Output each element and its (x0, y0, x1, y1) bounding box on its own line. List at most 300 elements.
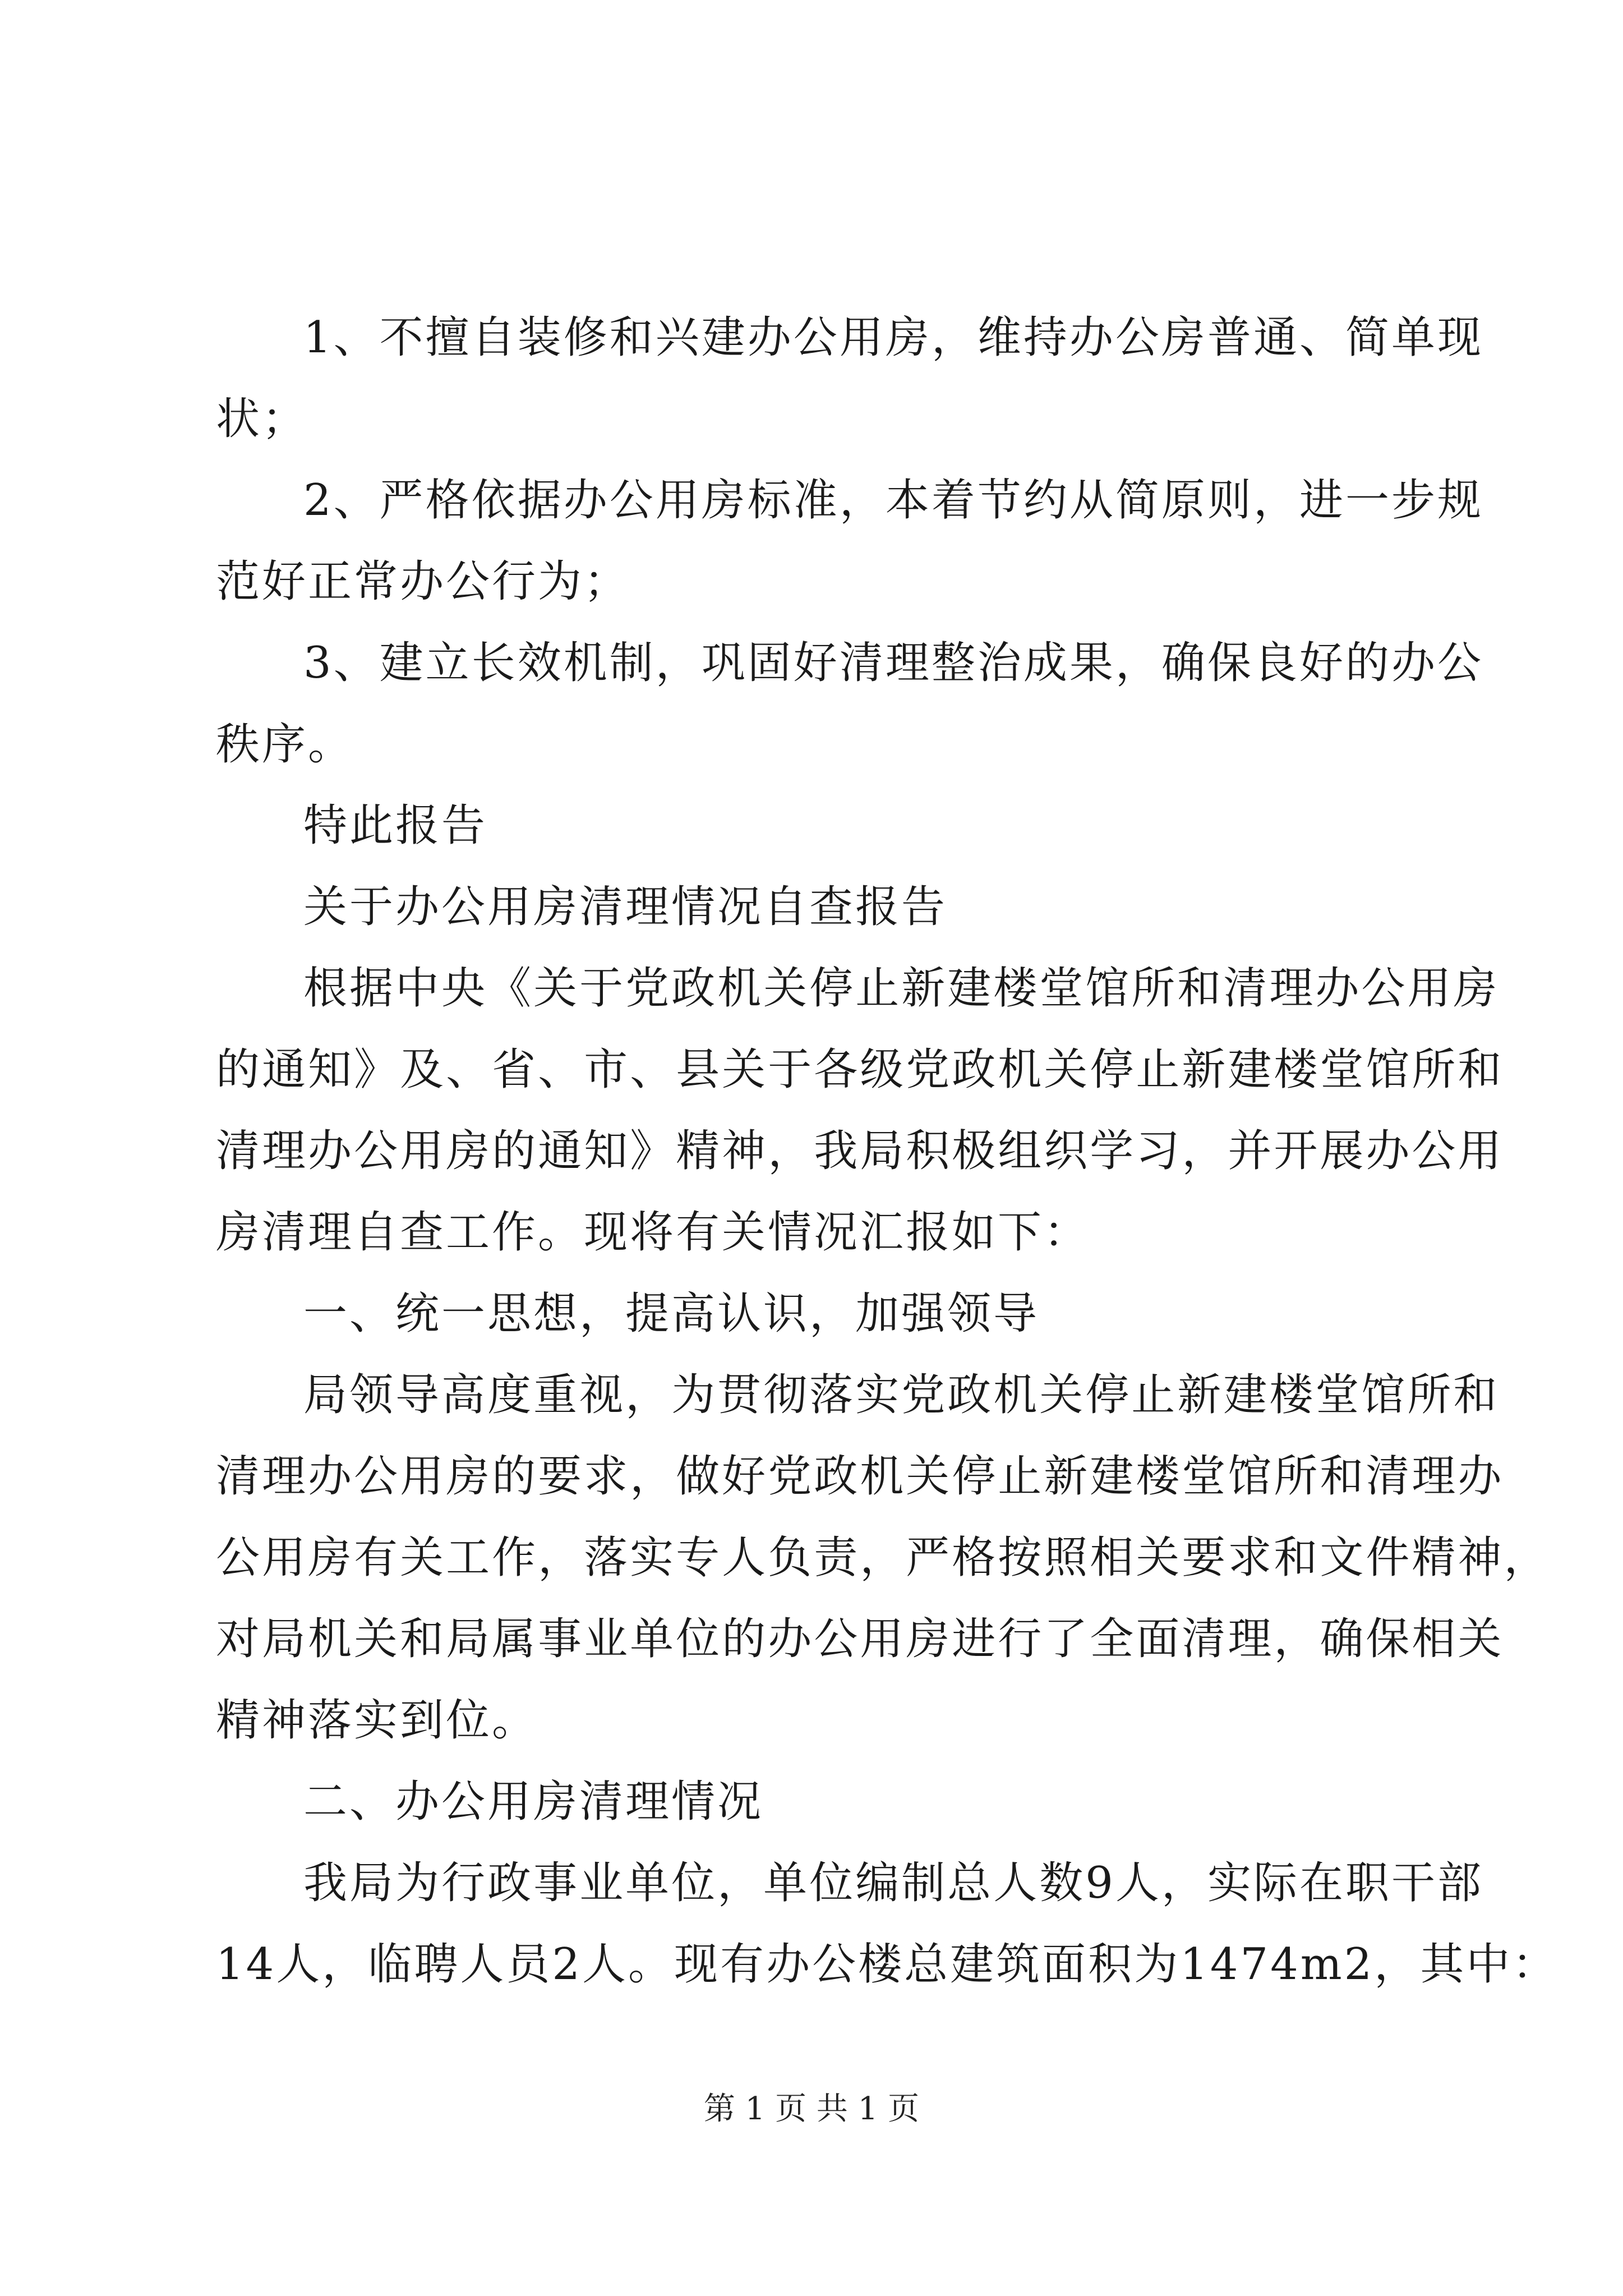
text-line (216, 1355, 1500, 1436)
text-glyph: 知 (308, 1045, 354, 1095)
text-line (216, 948, 1500, 1029)
text-glyph: 职 (1345, 1858, 1391, 1908)
text-glyph: 楼 (858, 1939, 905, 1990)
text-glyph: 公 (1412, 1126, 1458, 1176)
text-glyph: 所 (1131, 963, 1178, 1014)
text-glyph: 停 (1085, 1370, 1132, 1420)
text-glyph: 进 (952, 1614, 998, 1664)
text-glyph: 和 (1177, 963, 1224, 1014)
text-glyph: 知 (584, 1126, 630, 1176)
text-glyph: 人 (1115, 1858, 1161, 1908)
text-glyph: 理 (1228, 1614, 1274, 1664)
text-glyph: 并 (1228, 1126, 1274, 1176)
text-glyph: 步 (1391, 475, 1438, 526)
text-glyph: 高 (441, 1370, 488, 1420)
text-glyph: 政 (671, 963, 718, 1014)
text-glyph: 积 (906, 1126, 952, 1176)
text-glyph: 机 (998, 1045, 1044, 1095)
text-glyph: 堂 (1039, 963, 1086, 1014)
text-glyph: 保 (1207, 638, 1253, 688)
text-glyph: 局 (349, 1858, 396, 1908)
text-glyph: ， (538, 1533, 584, 1583)
text-glyph: 人 (993, 1858, 1040, 1908)
text-glyph: 精 (676, 1126, 722, 1176)
text-glyph: 的 (216, 1045, 262, 1095)
text-glyph: 自 (471, 312, 518, 363)
text-glyph: 清 (839, 638, 886, 688)
text-glyph: 据 (517, 475, 564, 526)
text-glyph: 局 (860, 1126, 906, 1176)
text-glyph: 房 (701, 475, 748, 526)
text-glyph: 用 (262, 1533, 308, 1583)
text-glyph: 和 (609, 312, 656, 363)
text-glyph: 关 (722, 1045, 768, 1095)
text-glyph: 9 (1085, 1858, 1115, 1908)
text-glyph: 重 (533, 1370, 580, 1420)
text-glyph: 用 (839, 312, 886, 363)
text-glyph: 干 (1391, 1858, 1438, 1908)
text-glyph: 我 (303, 1858, 350, 1908)
text-glyph: 制 (901, 1858, 948, 1908)
text-glyph: 止 (855, 963, 902, 1014)
text-glyph: 为 (1134, 1939, 1181, 1990)
text-glyph: 和 (1458, 1045, 1504, 1095)
text-glyph: 止 (998, 1451, 1044, 1502)
text-glyph: 业 (584, 1614, 630, 1664)
text-glyph: 确 (1161, 638, 1207, 688)
text-glyph: 普 (1207, 312, 1253, 363)
text-glyph: 建 (950, 1939, 997, 1990)
text-glyph: 房 (906, 1614, 952, 1664)
text-glyph: 约 (1023, 475, 1069, 526)
text-glyph: 用 (400, 1451, 446, 1502)
text-glyph: 人 (722, 1533, 768, 1583)
text-glyph: 所 (1407, 1370, 1454, 1420)
text-glyph: 行 (441, 1858, 488, 1908)
text-glyph: 编 (855, 1858, 902, 1908)
text-glyph: 人 (276, 1939, 322, 1990)
text-glyph: 、 (333, 475, 380, 526)
text-glyph: 的 (1345, 638, 1391, 688)
text-glyph: 有 (720, 1939, 767, 1990)
text-glyph: 新 (1182, 1045, 1228, 1095)
text-glyph: 馆 (1228, 1451, 1274, 1502)
text-glyph: 面 (1136, 1614, 1182, 1664)
text-glyph: ， (655, 638, 702, 688)
text-glyph: 贯 (717, 1370, 764, 1420)
text-line: 范好正常办公行为； (216, 556, 630, 607)
text-glyph: 负 (768, 1533, 814, 1583)
page-footer: 第 1 页 共 1 页 (703, 2091, 920, 2127)
text-glyph: 简 (1345, 312, 1391, 363)
text-glyph: 事 (538, 1614, 584, 1664)
text-glyph: ， (630, 1451, 676, 1502)
text-glyph: 的 (492, 1126, 538, 1176)
text-glyph: 位 (676, 1614, 722, 1664)
text-glyph: ， (1161, 1858, 1207, 1908)
text-glyph: 于 (579, 963, 626, 1014)
text-glyph: ， (839, 475, 886, 526)
text-glyph: 标 (747, 475, 794, 526)
text-glyph: 央 (441, 963, 488, 1014)
text-glyph: 好 (722, 1451, 768, 1502)
text-glyph: 、 (538, 1045, 584, 1095)
text-glyph: 各 (814, 1045, 860, 1095)
text-glyph: 保 (1366, 1614, 1412, 1664)
text-glyph: 业 (579, 1858, 626, 1908)
text-glyph: 专 (676, 1533, 722, 1583)
text-glyph: 关 (763, 963, 810, 1014)
text-glyph: 人 (582, 1939, 629, 1990)
text-glyph: 政 (952, 1045, 998, 1095)
text-line (216, 1111, 1504, 1192)
text-glyph: 度 (487, 1370, 534, 1420)
text-glyph: 政 (947, 1370, 994, 1420)
text-glyph: 所 (1412, 1045, 1458, 1095)
text-glyph: 文 (1320, 1533, 1366, 1583)
text-glyph: 格 (425, 475, 472, 526)
text-glyph: 的 (492, 1451, 538, 1502)
text-glyph: 建 (1090, 1451, 1136, 1502)
text-glyph: 准 (793, 475, 840, 526)
text-glyph: 县 (676, 1045, 722, 1095)
text-glyph: 成 (1023, 638, 1069, 688)
text-glyph: 清 (216, 1451, 262, 1502)
text-glyph: 我 (814, 1126, 860, 1176)
text-glyph: 规 (1437, 475, 1484, 526)
text-glyph: 理 (1269, 963, 1316, 1014)
text-glyph: 面 (1042, 1939, 1089, 1990)
text-glyph: 公 (793, 312, 840, 363)
text-glyph: 公 (1115, 312, 1161, 363)
text-glyph: 总 (904, 1939, 951, 1990)
text-glyph: 堂 (1182, 1451, 1228, 1502)
text-glyph: 级 (860, 1045, 906, 1095)
text-glyph: 进 (1299, 475, 1345, 526)
text-glyph: 关 (1136, 1533, 1182, 1583)
text-glyph: 《 (487, 963, 534, 1014)
text-glyph: 公 (609, 475, 656, 526)
text-glyph: 办 (766, 1939, 813, 1990)
text-line: 一、统一思想，提高认识，加强领导 (303, 1289, 1040, 1339)
text-glyph: 节 (977, 475, 1023, 526)
text-glyph: 有 (354, 1533, 400, 1583)
text-glyph: 局 (262, 1614, 308, 1664)
text-glyph: 通 (262, 1045, 308, 1095)
text-line: 秩序。 (216, 719, 354, 770)
text-glyph: 聘 (414, 1939, 460, 1990)
text-glyph: 党 (906, 1045, 952, 1095)
text-glyph: 本 (885, 475, 932, 526)
text-glyph: 为 (395, 1858, 442, 1908)
text-glyph: 》 (630, 1126, 676, 1176)
text-glyph: 机 (717, 963, 764, 1014)
text-glyph: ， (1115, 638, 1161, 688)
text-glyph: 单 (763, 1858, 810, 1908)
text-glyph: ， (768, 1126, 814, 1176)
text-glyph: 按 (998, 1533, 1044, 1583)
text-glyph: 好 (1299, 638, 1345, 688)
text-glyph: 办 (308, 1126, 354, 1176)
text-glyph: 新 (901, 963, 948, 1014)
text-glyph: 果 (1069, 638, 1115, 688)
text-glyph: 部 (1437, 1858, 1484, 1908)
text-glyph: 公 (1437, 638, 1484, 688)
text-glyph: 馆 (1366, 1045, 1412, 1095)
text-glyph: 确 (1320, 1614, 1366, 1664)
text-glyph: 和 (1320, 1451, 1366, 1502)
text-glyph: 神 (1458, 1533, 1504, 1583)
text-line: 二、办公用房清理情况 (303, 1777, 764, 1827)
text-glyph: 总 (947, 1858, 994, 1908)
text-glyph: 停 (1090, 1045, 1136, 1095)
text-glyph: 馆 (1361, 1370, 1408, 1420)
text-glyph: 用 (1407, 963, 1454, 1014)
text-glyph: 清 (216, 1126, 262, 1176)
text-glyph: 习 (1136, 1126, 1182, 1176)
text-glyph: 房 (308, 1533, 354, 1583)
text-glyph: 学 (1090, 1126, 1136, 1176)
text-glyph: 现 (1437, 312, 1484, 363)
text-glyph: 位 (671, 1858, 718, 1908)
document-body (216, 297, 1559, 2005)
text-glyph: 不 (379, 312, 426, 363)
text-glyph: 新 (1044, 1451, 1090, 1502)
text-glyph: 局 (303, 1370, 350, 1420)
text-glyph: 严 (379, 475, 426, 526)
text-glyph: 公 (1361, 963, 1408, 1014)
text-glyph: 公 (812, 1939, 859, 1990)
text-line (216, 1599, 1504, 1680)
text-glyph: 长 (471, 638, 518, 688)
text-glyph: 中 (395, 963, 442, 1014)
text-glyph: 通 (1253, 312, 1299, 363)
text-glyph: 、 (1299, 312, 1345, 363)
text-glyph: 单 (625, 1858, 672, 1908)
text-glyph: 织 (1044, 1126, 1090, 1176)
text-glyph: 领 (349, 1370, 396, 1420)
text-glyph: 良 (1253, 638, 1299, 688)
text-glyph: 对 (216, 1614, 262, 1664)
text-glyph: 1 (303, 312, 334, 363)
text-glyph: 实 (855, 1370, 902, 1420)
text-glyph: 维 (977, 312, 1023, 363)
text-glyph: 2 (303, 475, 334, 526)
text-glyph: 简 (1115, 475, 1161, 526)
text-glyph: 机 (993, 1370, 1040, 1420)
text-glyph: 擅 (425, 312, 472, 363)
text-glyph: 止 (1136, 1045, 1182, 1095)
text-glyph: 事 (533, 1858, 580, 1908)
text-glyph: 于 (768, 1045, 814, 1095)
text-glyph: 公 (354, 1126, 400, 1176)
text-glyph: 治 (977, 638, 1023, 688)
text-glyph: 作 (492, 1533, 538, 1583)
text-glyph: 求 (1228, 1533, 1274, 1583)
text-glyph: 办 (563, 475, 610, 526)
text-glyph: 关 (1039, 1370, 1086, 1420)
text-glyph: 办 (768, 1614, 814, 1664)
text-glyph: 14 (216, 1939, 276, 1990)
text-glyph: 行 (998, 1614, 1044, 1664)
text-glyph: 政 (814, 1451, 860, 1502)
text-glyph: 办 (1391, 638, 1438, 688)
text-glyph: 清 (1366, 1451, 1412, 1502)
text-glyph: 持 (1023, 312, 1069, 363)
text-glyph: 、 (446, 1045, 492, 1095)
text-glyph: 楼 (993, 963, 1040, 1014)
text-glyph: 理 (1412, 1451, 1458, 1502)
text-glyph: 做 (676, 1451, 722, 1502)
text-glyph: 理 (262, 1451, 308, 1502)
text-glyph: 机 (860, 1451, 906, 1502)
text-glyph: ， (1182, 1126, 1228, 1176)
text-glyph: 关 (1044, 1045, 1090, 1095)
text-glyph: 单 (630, 1614, 676, 1664)
text-glyph: 建 (947, 963, 994, 1014)
text-glyph: 落 (584, 1533, 630, 1583)
text-glyph: ， (1274, 1614, 1320, 1664)
text-glyph: 停 (809, 963, 856, 1014)
text-glyph: ， (717, 1858, 764, 1908)
text-glyph: 用 (1458, 1126, 1504, 1176)
text-glyph: ， (931, 312, 978, 363)
text-glyph: 单 (1391, 312, 1438, 363)
text-glyph: 整 (931, 638, 978, 688)
text-glyph: 立 (425, 638, 472, 688)
text-glyph: 位 (809, 1858, 856, 1908)
text-glyph: 3 (303, 638, 334, 688)
text-glyph: 楼 (1136, 1451, 1182, 1502)
text-glyph: 、 (333, 312, 380, 363)
text-glyph: 效 (517, 638, 564, 688)
text-line (216, 297, 1484, 379)
text-glyph: 2 (552, 1939, 582, 1990)
text-glyph: 党 (901, 1370, 948, 1420)
text-glyph: 制 (609, 638, 656, 688)
text-glyph: 人 (460, 1939, 506, 1990)
text-glyph: 理 (262, 1126, 308, 1176)
text-glyph: ， (1253, 475, 1299, 526)
text-glyph: 、 (630, 1045, 676, 1095)
text-glyph: 用 (400, 1126, 446, 1176)
text-glyph: 其 (1420, 1939, 1467, 1990)
text-glyph: 公 (814, 1614, 860, 1664)
text-glyph: 政 (487, 1858, 534, 1908)
text-glyph: 关 (1458, 1614, 1504, 1664)
text-glyph: 导 (395, 1370, 442, 1420)
text-glyph: 兴 (655, 312, 702, 363)
text-glyph: 建 (1223, 1370, 1270, 1420)
text-glyph: 责 (814, 1533, 860, 1583)
text-glyph: 止 (1131, 1370, 1178, 1420)
text-glyph: 办 (747, 312, 794, 363)
text-glyph: 建 (1228, 1045, 1274, 1095)
text-line (216, 1924, 1559, 2005)
text-glyph: 和 (1274, 1533, 1320, 1583)
text-glyph: 堂 (1320, 1045, 1366, 1095)
text-glyph: 据 (349, 963, 396, 1014)
text-line (216, 1436, 1504, 1517)
text-glyph: 1474m2 (1180, 1939, 1375, 1990)
text-glyph: 工 (446, 1533, 492, 1583)
text-glyph: 停 (952, 1451, 998, 1502)
text-glyph: 党 (768, 1451, 814, 1502)
text-glyph: 楼 (1269, 1370, 1316, 1420)
text-glyph: 严 (906, 1533, 952, 1583)
text-glyph: 关 (906, 1451, 952, 1502)
text-glyph: 筑 (996, 1939, 1043, 1990)
text-glyph: 通 (538, 1126, 584, 1176)
text-glyph: 彻 (763, 1370, 810, 1420)
text-glyph: 落 (809, 1370, 856, 1420)
text-glyph: 临 (368, 1939, 414, 1990)
text-glyph: 党 (625, 963, 672, 1014)
text-line (216, 1843, 1484, 1924)
text-glyph: 为 (671, 1370, 718, 1420)
text-glyph: 机 (563, 638, 610, 688)
text-glyph: 现 (674, 1939, 721, 1990)
text-glyph: 和 (400, 1614, 446, 1664)
text-line: 状； (216, 394, 308, 444)
text-glyph: ， (860, 1533, 906, 1583)
text-glyph: 房 (446, 1126, 492, 1176)
text-glyph: 要 (538, 1451, 584, 1502)
text-glyph: 装 (517, 312, 564, 363)
text-glyph: 精 (1412, 1533, 1458, 1583)
text-glyph: 办 (308, 1451, 354, 1502)
text-line (216, 1517, 1550, 1599)
text-glyph: 建 (379, 638, 426, 688)
text-glyph: 着 (931, 475, 978, 526)
text-glyph: ： (1512, 1939, 1559, 1990)
text-glyph: 关 (354, 1614, 400, 1664)
text-glyph: ， (1374, 1939, 1421, 1990)
text-glyph: 格 (952, 1533, 998, 1583)
text-line (216, 1029, 1504, 1111)
text-glyph: 相 (1412, 1614, 1458, 1664)
text-glyph: 实 (1207, 1858, 1253, 1908)
text-glyph: 要 (1182, 1533, 1228, 1583)
text-line: 精神落实到位。 (216, 1695, 538, 1746)
text-glyph: 照 (1044, 1533, 1090, 1583)
text-glyph: 所 (1274, 1451, 1320, 1502)
text-glyph: 馆 (1085, 963, 1132, 1014)
text-glyph: 根 (303, 963, 350, 1014)
text-glyph: 求 (584, 1451, 630, 1502)
text-glyph: 公 (216, 1533, 262, 1583)
text-glyph: ， (322, 1939, 368, 1990)
text-glyph: 房 (1453, 963, 1500, 1014)
text-glyph: 固 (747, 638, 794, 688)
text-glyph: 则 (1207, 475, 1253, 526)
text-glyph: 局 (446, 1614, 492, 1664)
text-glyph: 的 (722, 1614, 768, 1664)
text-glyph: 房 (1161, 312, 1207, 363)
text-glyph: 及 (400, 1045, 446, 1095)
text-glyph: 巩 (701, 638, 748, 688)
text-glyph: 在 (1299, 1858, 1345, 1908)
text-glyph: 神 (722, 1126, 768, 1176)
text-glyph: 相 (1090, 1533, 1136, 1583)
text-glyph: ， (1504, 1533, 1550, 1583)
text-glyph: 新 (1177, 1370, 1224, 1420)
text-glyph: ， (625, 1370, 672, 1420)
text-glyph: 》 (354, 1045, 400, 1095)
text-glyph: 视 (579, 1370, 626, 1420)
text-glyph: 理 (885, 638, 932, 688)
text-glyph: 依 (471, 475, 518, 526)
